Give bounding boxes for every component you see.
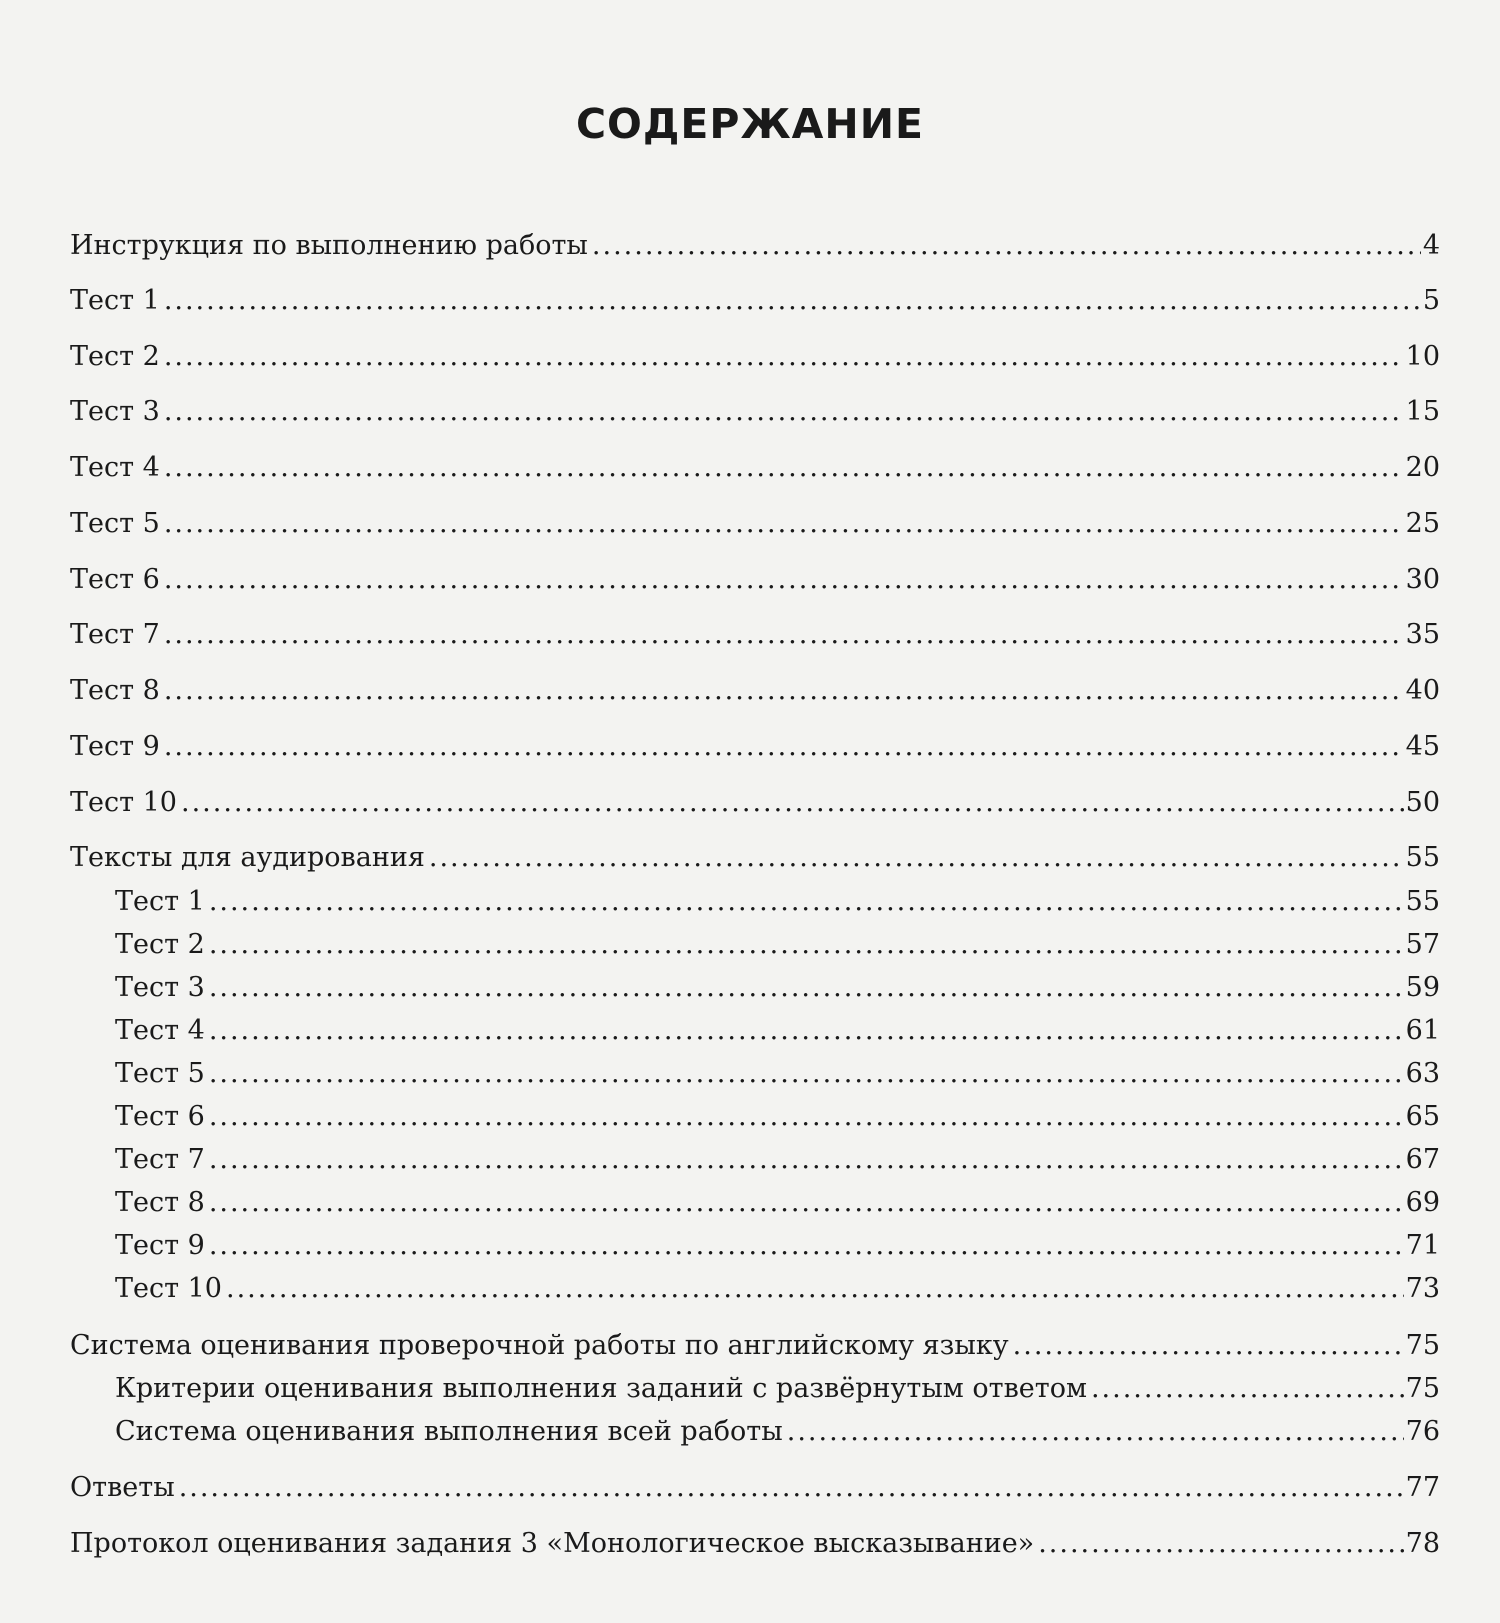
toc-entry-page: 75 [1405, 1330, 1440, 1361]
toc-entry-page: 77 [1405, 1472, 1440, 1503]
leader-dots [1038, 1526, 1403, 1562]
toc-entry-page: 50 [1405, 787, 1440, 818]
page-title: СОДЕРЖАНИЕ [575, 100, 925, 148]
toc-entry-label: Тест 1 [115, 886, 205, 917]
toc-entry-label: Тест 8 [70, 675, 160, 706]
toc-entry-page: 78 [1405, 1528, 1440, 1559]
toc-entry-label: Тест 1 [70, 285, 160, 316]
toc-entry-page: 75 [1405, 1373, 1440, 1404]
toc-entry-page: 57 [1405, 929, 1440, 960]
toc-entry-page: 20 [1405, 452, 1440, 483]
leader-dots [164, 729, 1404, 765]
toc-entry [70, 673, 1440, 709]
toc-entry-page: 30 [1405, 564, 1440, 595]
toc-entry-label: Тест 9 [115, 1230, 205, 1261]
toc-entry-label: Ответы [70, 1472, 175, 1503]
toc-entry-label: Тест 6 [70, 564, 160, 595]
toc-entry-label: Тест 10 [115, 1273, 222, 1304]
toc-subentry [115, 927, 1440, 963]
leader-dots [1091, 1371, 1404, 1407]
leader-dots [164, 394, 1404, 430]
toc-entry-page: 25 [1405, 508, 1440, 539]
toc-entry-page: 4 [1422, 230, 1440, 261]
toc-entry-label: Тест 3 [70, 396, 160, 427]
toc-entry-page: 45 [1405, 731, 1440, 762]
leader-dots [164, 562, 1404, 598]
toc-entry-label: Тест 2 [115, 929, 205, 960]
toc-subentry [115, 1228, 1440, 1264]
toc-entry-page: 69 [1405, 1187, 1440, 1218]
leader-dots [787, 1414, 1404, 1450]
toc-entry-page: 40 [1405, 675, 1440, 706]
toc-entry [70, 785, 1440, 821]
toc-subentry [115, 1371, 1440, 1407]
toc-entry-page: 67 [1405, 1144, 1440, 1175]
toc-entry-label: Тест 3 [115, 972, 205, 1003]
toc-entry-page: 35 [1405, 619, 1440, 650]
toc-entry-label: Тест 6 [115, 1101, 205, 1132]
leader-dots [164, 450, 1404, 486]
leader-dots [209, 970, 1404, 1006]
toc-subentry [115, 1271, 1440, 1307]
leader-dots [164, 283, 1421, 319]
leader-dots [209, 1013, 1404, 1049]
leader-dots [209, 1142, 1404, 1178]
toc-entry [70, 617, 1440, 653]
toc-entry [70, 1526, 1440, 1562]
toc-entry [70, 1470, 1440, 1506]
toc-entry-label: Тест 5 [115, 1058, 205, 1089]
toc-entry [70, 283, 1440, 319]
leader-dots [164, 339, 1404, 375]
toc-entry [70, 339, 1440, 375]
toc-entry [70, 228, 1440, 264]
toc-entry-label: Тест 4 [70, 452, 160, 483]
toc-entry [70, 1328, 1440, 1364]
toc-entry-page: 10 [1405, 341, 1440, 372]
toc-subentry [115, 1142, 1440, 1178]
toc-subentry [115, 884, 1440, 920]
toc-entry-page: 65 [1405, 1101, 1440, 1132]
leader-dots [209, 1056, 1404, 1092]
toc-entry-label: Инструкция по выполнению работы [70, 230, 588, 261]
toc-entry [70, 729, 1440, 765]
toc-subentry [115, 1013, 1440, 1049]
toc-subentry [115, 1056, 1440, 1092]
toc-entry-label: Система оценивания проверочной работы по английскому языку [70, 1330, 1009, 1361]
toc-entry [70, 394, 1440, 430]
toc-entry [70, 506, 1440, 542]
toc-entry-label: Тест 7 [115, 1144, 205, 1175]
leader-dots [209, 1099, 1404, 1135]
toc-entry-page: 61 [1405, 1015, 1440, 1046]
toc-entry [70, 840, 1440, 876]
leader-dots [209, 1185, 1404, 1221]
toc-subentry [115, 970, 1440, 1006]
toc-entry-label: Тест 4 [115, 1015, 205, 1046]
leader-dots [429, 840, 1404, 876]
toc-entry-label: Тест 2 [70, 341, 160, 372]
leader-dots [164, 617, 1404, 653]
toc-entry-label: Тест 5 [70, 508, 160, 539]
toc-entry-page: 76 [1405, 1416, 1440, 1447]
leader-dots [179, 1470, 1404, 1506]
toc-entry [70, 562, 1440, 598]
toc-entry-label: Тест 9 [70, 731, 160, 762]
leader-dots [226, 1271, 1404, 1307]
leader-dots [181, 785, 1404, 821]
toc-entry-page: 73 [1405, 1273, 1440, 1304]
leader-dots [209, 927, 1404, 963]
toc-entry-page: 55 [1405, 842, 1440, 873]
toc-entry-label: Критерии оценивания выполнения заданий с развёрнутым ответом [115, 1373, 1087, 1404]
toc-entry-page: 71 [1405, 1230, 1440, 1261]
toc-entry-page: 63 [1405, 1058, 1440, 1089]
toc-entry [70, 450, 1440, 486]
leader-dots [209, 884, 1404, 920]
toc-entry-page: 59 [1405, 972, 1440, 1003]
leader-dots [1013, 1328, 1404, 1364]
toc-subentry [115, 1099, 1440, 1135]
toc-entry-page: 55 [1405, 886, 1440, 917]
leader-dots [164, 506, 1404, 542]
toc-entry-page: 15 [1405, 396, 1440, 427]
leader-dots [164, 673, 1404, 709]
toc-entry-label: Тест 10 [70, 787, 177, 818]
toc-entry-page: 5 [1422, 285, 1440, 316]
toc-entry-label: Тест 7 [70, 619, 160, 650]
toc-entry-label: Система оценивания выполнения всей работы [115, 1416, 783, 1447]
toc-entry-label: Тест 8 [115, 1187, 205, 1218]
toc-subentry [115, 1185, 1440, 1221]
leader-dots [592, 228, 1421, 264]
leader-dots [209, 1228, 1404, 1264]
toc-subentry [115, 1414, 1440, 1450]
toc-entry-label: Протокол оценивания задания 3 «Монологическое высказывание» [70, 1528, 1035, 1559]
toc-entry-label: Тексты для аудирования [70, 842, 425, 873]
